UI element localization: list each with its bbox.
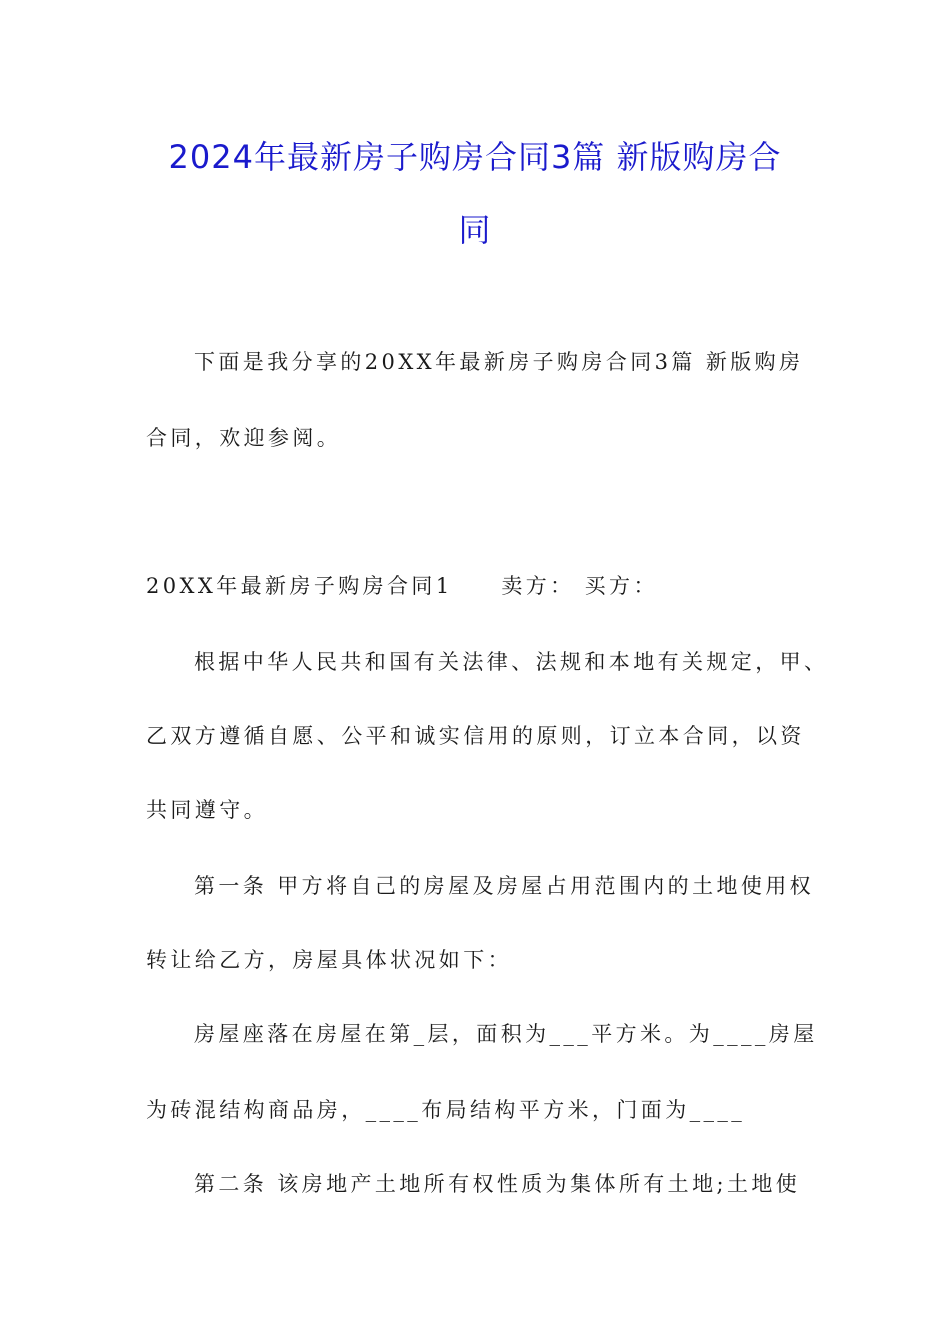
- preamble-line-1: 根据中华人民共和国有关法律、法规和本地有关规定，甲、: [194, 650, 829, 674]
- property-details-line-1: 房屋座落在房屋在第_层，面积为___平方米。为____房屋: [194, 1022, 818, 1046]
- preamble-line-3: 共同遵守。: [146, 798, 268, 822]
- contract-heading-line: 20XX年最新房子购房合同1 卖方： 买方：: [146, 574, 658, 598]
- article-1-line-2: 转让给乙方，房屋具体状况如下：: [146, 948, 512, 972]
- article-1-line-1: 第一条 甲方将自己的房屋及房屋占用范围内的土地使用权: [194, 874, 815, 898]
- property-details-line-2: 为砖混结构商品房，____布局结构平方米，门面为____: [146, 1098, 746, 1122]
- intro-paragraph-line-1: 下面是我分享的20XX年最新房子购房合同3篇 新版购房: [194, 350, 804, 374]
- document-title-line-1: 2024年最新房子购房合同3篇 新版购房合: [168, 138, 782, 176]
- preamble-line-2: 乙双方遵循自愿、公平和诚实信用的原则，订立本合同，以资: [146, 724, 805, 748]
- article-2-line-1: 第二条 该房地产土地所有权性质为集体所有土地;土地使: [194, 1172, 801, 1196]
- intro-paragraph-line-2: 合同，欢迎参阅。: [146, 426, 342, 450]
- document-title-line-2: 同: [458, 211, 492, 249]
